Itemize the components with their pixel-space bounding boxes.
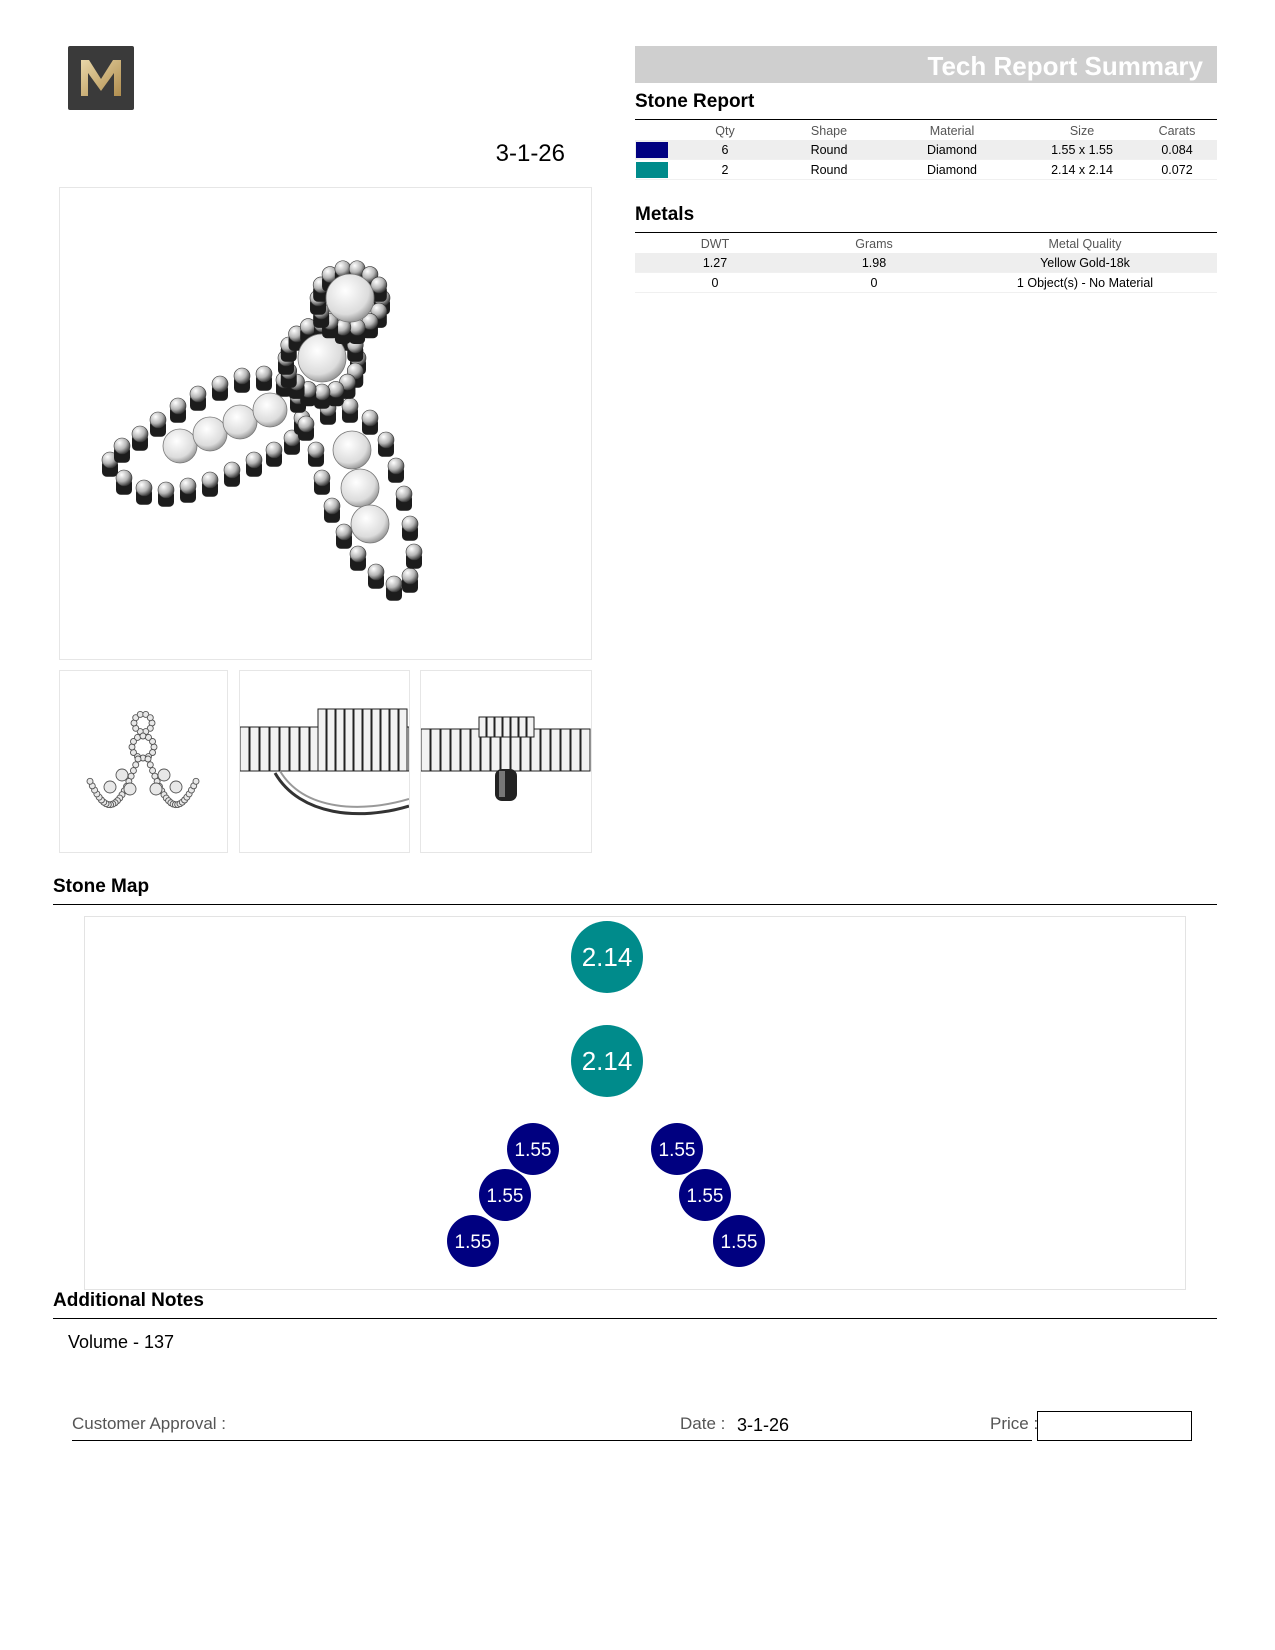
shape-cell: Round (781, 140, 877, 160)
cylinder-post (541, 729, 550, 771)
bead (150, 412, 166, 428)
cylinder-post (280, 727, 289, 771)
material-cell: Diamond (877, 160, 1027, 180)
bead (135, 756, 141, 762)
table-row (635, 140, 1217, 160)
metals-title: Metals (635, 204, 695, 225)
bead (234, 368, 250, 384)
stone-size-label: 1.55 (514, 1140, 552, 1161)
cylinder-post (345, 709, 353, 771)
side-view-thumbnail (239, 670, 410, 853)
cylinder-post (290, 727, 299, 771)
pendant-shape (102, 261, 422, 601)
bead (147, 715, 153, 721)
bead (224, 462, 240, 478)
gem (341, 469, 379, 507)
side-view-shape (240, 709, 409, 771)
bead (135, 734, 141, 740)
stone-size-label: 2.14 (581, 942, 633, 972)
cylinder-post (250, 727, 259, 771)
bead (266, 442, 282, 458)
cylinder-post (511, 717, 518, 737)
bead (328, 381, 344, 397)
cylinder-post (399, 709, 407, 771)
bead (314, 384, 330, 400)
report-title: Tech Report Summary (927, 51, 1203, 81)
stone-marker (713, 1215, 765, 1267)
date-label: Date : (680, 1414, 726, 1433)
bead (150, 739, 156, 745)
stone-size-label: 1.55 (720, 1232, 758, 1253)
cylinder-post (581, 729, 590, 771)
metals-rule (635, 232, 1217, 233)
bead (116, 769, 128, 781)
bead (308, 442, 324, 458)
swatch-column-header (635, 122, 669, 140)
bead (388, 458, 404, 474)
quality-cell: 1 Object(s) - No Material (953, 273, 1217, 293)
stone-marker (679, 1169, 731, 1221)
cylinder-post (561, 729, 570, 771)
carats-cell: 0.072 (1137, 160, 1217, 180)
stone-marker (571, 1025, 643, 1097)
column-header: Qty (715, 124, 735, 138)
brand-logo (68, 46, 134, 110)
cylinder-post (451, 729, 460, 771)
bead (170, 398, 186, 414)
cylinder-post (327, 709, 335, 771)
column-header: Grams (855, 237, 893, 251)
stone-marker (479, 1169, 531, 1221)
cylinder-post (240, 727, 249, 771)
bead (324, 498, 340, 514)
color-swatch (636, 162, 668, 178)
gem (223, 405, 257, 439)
gem (333, 431, 371, 469)
main-product-view (59, 187, 592, 660)
bead (298, 416, 314, 432)
bead (137, 711, 143, 717)
material-cell: Diamond (877, 140, 1027, 160)
bead (402, 516, 418, 532)
bead (170, 781, 182, 793)
pendant-render (60, 188, 591, 659)
bail-wire (275, 773, 409, 814)
metals-table (635, 235, 1217, 293)
bead (406, 544, 422, 560)
customer-approval-label: Customer Approval : (72, 1414, 227, 1433)
bead (150, 768, 156, 774)
stone-size-label: 2.14 (581, 1046, 633, 1076)
quality-cell: Yellow Gold-18k (953, 253, 1217, 273)
bead (180, 478, 196, 494)
cylinder-post (390, 709, 398, 771)
grams-cell: 0 (795, 273, 953, 293)
cylinder-post (260, 727, 269, 771)
bead (130, 750, 136, 756)
bead (145, 756, 151, 762)
bead (402, 568, 418, 584)
bead (336, 524, 352, 540)
bead (133, 762, 139, 768)
bead (342, 398, 358, 414)
dwt-cell: 0 (635, 273, 795, 293)
stone-report-header-row (635, 122, 1217, 140)
column-header: Metal Quality (1048, 237, 1122, 251)
side-view-render (240, 671, 409, 852)
cylinder-post (300, 727, 309, 771)
front-view-thumbnail (59, 670, 228, 853)
date-value: 3-1-26 (737, 1415, 790, 1435)
bead (130, 768, 136, 774)
bead (212, 376, 228, 392)
cylinder-post (503, 717, 510, 737)
front-view-shape (87, 711, 199, 807)
bead (193, 778, 199, 784)
cylinder-post (336, 709, 344, 771)
stone-marker (507, 1123, 559, 1175)
grams-cell: 1.98 (795, 253, 953, 273)
notes-title: Additional Notes (53, 1290, 204, 1311)
bead (202, 472, 218, 488)
stone-map-title: Stone Map (53, 876, 150, 897)
gem (253, 393, 287, 427)
bead (140, 733, 146, 739)
size-cell: 2.14 x 2.14 (1027, 160, 1137, 180)
bead (129, 744, 135, 750)
cylinder-post (431, 729, 440, 771)
signature-line (72, 1440, 1032, 1441)
stone-size-label: 1.55 (658, 1140, 696, 1161)
stone-map-rule (53, 904, 1217, 905)
stone-size-label: 1.55 (454, 1232, 492, 1253)
column-header: Material (929, 124, 975, 138)
bead (396, 486, 412, 502)
cylinder-post (354, 709, 362, 771)
bead (378, 432, 394, 448)
bead (114, 438, 130, 454)
gem (193, 417, 227, 451)
bail-post (495, 769, 517, 801)
bead (87, 778, 93, 784)
qty-cell: 2 (669, 160, 781, 180)
cylinder-post (421, 729, 430, 771)
cylinder-post (441, 729, 450, 771)
column-header: Size (1069, 124, 1095, 138)
bead (350, 546, 366, 562)
cylinder-post (318, 709, 326, 771)
bead (314, 470, 330, 486)
bead (147, 762, 153, 768)
carats-cell: 0.084 (1137, 140, 1217, 160)
cylinder-post (270, 727, 279, 771)
gem (351, 505, 389, 543)
cylinder-post (381, 709, 389, 771)
gem (163, 429, 197, 463)
gem (326, 274, 374, 322)
price-input[interactable] (1037, 1411, 1192, 1441)
front-view-render (60, 671, 227, 852)
price-label: Price : (990, 1414, 1039, 1433)
bead (150, 783, 162, 795)
top-view-shape (421, 717, 590, 771)
cylinder-post (551, 729, 560, 771)
bead (124, 783, 136, 795)
column-header: DWT (700, 237, 730, 251)
stone-marker (651, 1123, 703, 1175)
column-header: Shape (810, 124, 848, 138)
bead (256, 366, 272, 382)
stone-report-title: Stone Report (635, 91, 755, 112)
report-date: 3-1-26 (495, 140, 565, 167)
stone-size-label: 1.55 (486, 1186, 524, 1207)
top-view-render (421, 671, 591, 852)
bead (151, 744, 157, 750)
dwt-cell: 1.27 (635, 253, 795, 273)
cylinder-post (519, 717, 526, 737)
metals-header-row (635, 235, 1217, 253)
stone-map-canvas (85, 917, 1185, 1289)
column-header: Carats (1158, 124, 1196, 138)
bead (104, 781, 116, 793)
table-row (635, 273, 1217, 293)
stone-size-label: 1.55 (686, 1186, 724, 1207)
bead (132, 426, 148, 442)
bail-wire (280, 771, 409, 807)
cylinder-post (487, 717, 494, 737)
table-row (635, 253, 1217, 273)
bead (190, 386, 206, 402)
table-row (635, 160, 1217, 180)
bead (386, 576, 402, 592)
bead (158, 769, 170, 781)
bead (246, 452, 262, 468)
cylinder-post (461, 729, 470, 771)
bead (158, 482, 174, 498)
stone-marker (571, 921, 643, 993)
stone-marker (447, 1215, 499, 1267)
bead (368, 564, 384, 580)
notes-text: Volume - 137 (68, 1332, 175, 1352)
bead (116, 470, 132, 486)
cylinder-post (363, 709, 371, 771)
cylinder-post (495, 717, 502, 737)
stone-report-rule (635, 119, 1217, 120)
size-cell: 1.55 x 1.55 (1027, 140, 1137, 160)
stone-report-table (635, 122, 1217, 180)
cylinder-post (527, 717, 534, 737)
shape-cell: Round (781, 160, 877, 180)
bead (136, 480, 152, 496)
notes-rule (53, 1318, 1217, 1319)
cylinder-post (571, 729, 580, 771)
cylinder-post (372, 709, 380, 771)
bead (362, 410, 378, 426)
qty-cell: 6 (669, 140, 781, 160)
stone-map (84, 916, 1186, 1290)
title-bar (635, 46, 1217, 83)
cylinder-post (479, 717, 486, 737)
color-swatch (636, 142, 668, 158)
bail-highlight (499, 771, 505, 797)
top-view-thumbnail (420, 670, 592, 853)
